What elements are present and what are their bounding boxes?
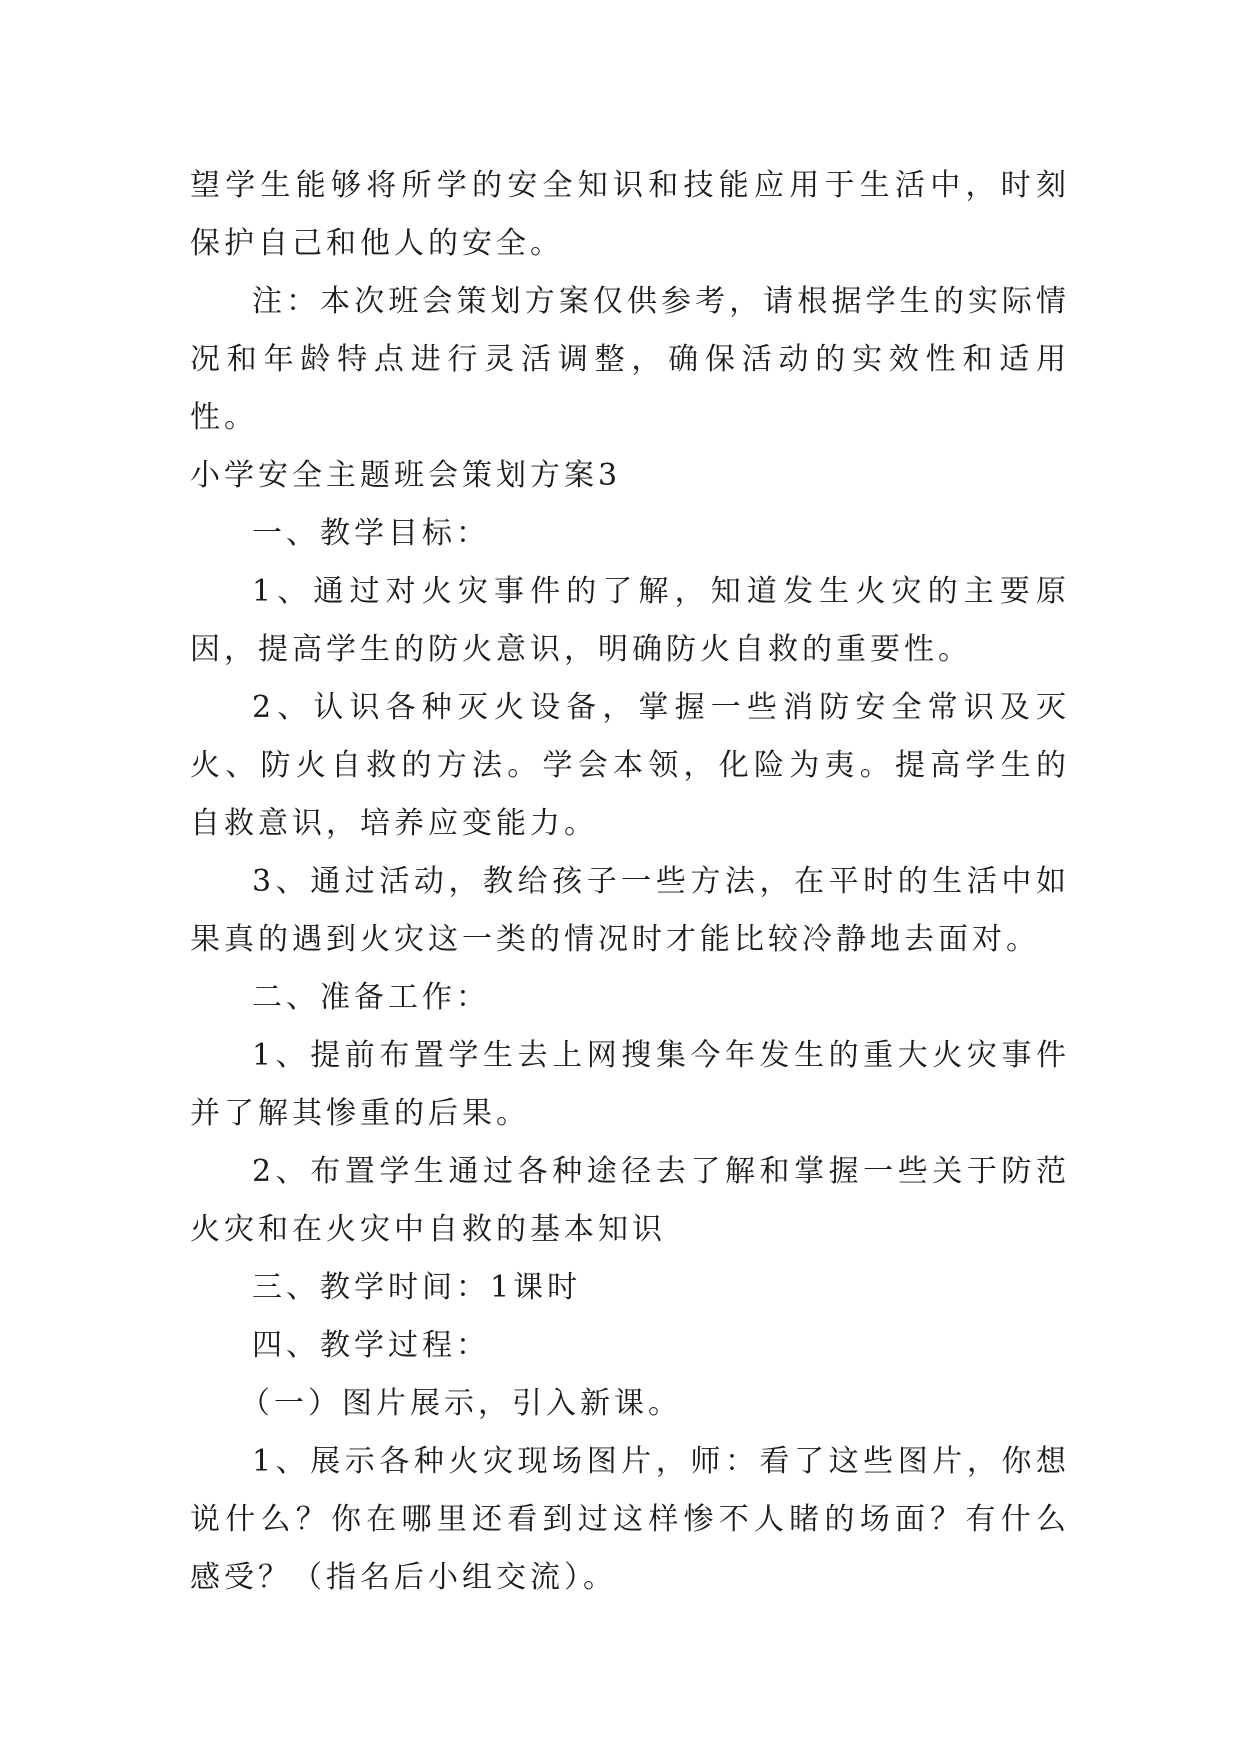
heading-teaching-goals: 一、教学目标： <box>252 516 490 551</box>
heading-preparation: 二、准备工作： <box>252 980 490 1015</box>
paragraph-goal-3: 3、通过活动，教给孩子一些方法，在平时的生活中如果真的遇到火灾这一类的情况时才能比较冷静地去面对。 <box>190 864 1070 957</box>
paragraph-process-1: 1、展示各种火灾现场图片，师：看了这些图片，你想说什么？你在哪里还看到过这样惨不人睹的场面？有什么感受？（指名后小组交流）。 <box>190 1444 1070 1595</box>
heading-teaching-time: 三、教学时间：1课时 <box>252 1270 582 1305</box>
paragraph-note: 注：本次班会策划方案仅供参考，请根据学生的实际情况和年龄特点进行灵活调整，确保活动的实效性和适用性。 <box>190 284 1070 435</box>
paragraph-prep-1: 1、提前布置学生去上网搜集今年发生的重大火灾事件并了解其惨重的后果。 <box>190 1038 1070 1131</box>
heading-teaching-process: 四、教学过程： <box>252 1328 490 1363</box>
subheading-picture-display: （一）图片展示，引入新课。 <box>240 1386 682 1421</box>
document-page <box>190 157 1070 1607</box>
paragraph-goal-1: 1、通过对火灾事件的了解，知道发生火灾的主要原因，提高学生的防火意识，明确防火自救的重要性。 <box>190 574 1070 667</box>
paragraph-continuation: 望学生能够将所学的安全知识和技能应用于生活中，时刻保护自己和他人的安全。 <box>190 168 1070 261</box>
paragraph-goal-2: 2、认识各种灭火设备，掌握一些消防安全常识及灭火、防火自救的方法。学会本领，化险为夷。提高学生的自救意识，培养应变能力。 <box>190 690 1070 841</box>
section-title: 小学安全主题班会策划方案3 <box>190 458 622 493</box>
paragraph-prep-2: 2、布置学生通过各种途径去了解和掌握一些关于防范火灾和在火灾中自救的基本知识 <box>190 1154 1070 1247</box>
